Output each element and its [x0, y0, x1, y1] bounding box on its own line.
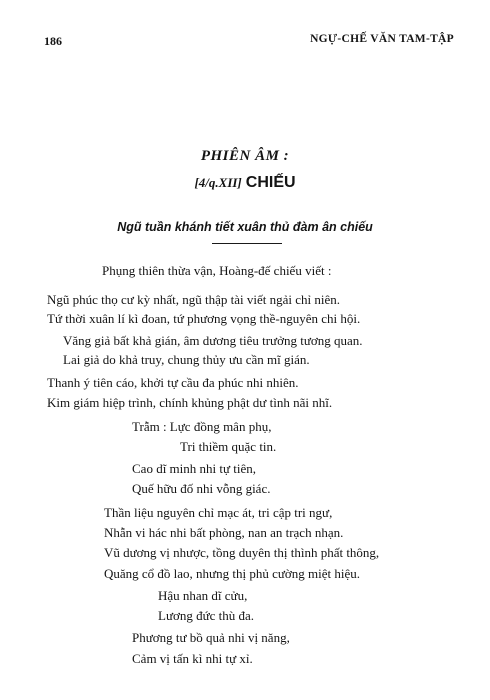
title-underline — [212, 243, 282, 244]
text-line: Thần liệu nguyên chỉ mạc át, tri cập tri ngư, — [104, 505, 333, 520]
section-label: PHIÊN ÂM : — [200, 148, 290, 164]
page-number: 186 — [44, 34, 62, 48]
text-line: Vũ dương vị nhược, tồng duyên thị thình phất thông, — [104, 545, 380, 560]
text-line: Hậu nhan dĩ cửu, — [158, 588, 248, 603]
text-line: Lai giả do khả truy, chung thủy ưu cần mĩ gián. — [63, 352, 310, 367]
text-line: Tứ thời xuân lí kì đoan, tứ phương vọng thề-nguyên chi hội. — [47, 311, 361, 326]
heading-reference: [4/q.XII] — [194, 175, 242, 190]
text-line: Thanh ý tiên cáo, khởi tự cầu đa phúc nhi nhiên. — [47, 375, 299, 390]
heading — [0, 174, 490, 192]
running-head: NGỰ-CHẾ VĂN TAM-TẬP — [310, 33, 454, 45]
text-line: Tri thiềm quặc tin. — [180, 439, 277, 454]
text-line: Văng giả bất khả gián, âm dương tiêu trưởng tương quan. — [63, 333, 363, 348]
subtitle: Ngũ tuần khánh tiết xuân thủ đàm ân chiếu — [117, 220, 373, 234]
text-line: Cao dĩ minh nhi tự tiên, — [132, 461, 257, 476]
text-line: Phụng thiên thừa vận, Hoàng-đế chiếu viết : — [102, 263, 332, 278]
text-line: Phương tư bồ quả nhi vị năng, — [132, 630, 290, 645]
text-line: Quế hữu đố nhi vỗng giác. — [132, 481, 271, 496]
text-line: Ngũ phúc thọ cư kỳ nhất, ngũ thập tài viết ngải chỉ niên. — [47, 292, 340, 307]
heading-title: CHIẾU — [245, 174, 296, 191]
text-line: Quăng cổ đồ lao, nhưng thị phủ cường miệt hiệu. — [104, 566, 361, 581]
text-line: Lương đức thù đa. — [158, 608, 255, 623]
text-line: Trẫm : Lực đồng mân phụ, — [132, 419, 272, 434]
text-line: Nhẫn vi hác nhi bất phòng, nan an trạch nhạn. — [104, 525, 344, 540]
text-line: Cảm vị tấn kì nhi tự xỉ. — [132, 651, 253, 666]
text-line: Kim giám hiệp trình, chính khủng phật dư tình nãi nhĩ. — [47, 395, 333, 410]
